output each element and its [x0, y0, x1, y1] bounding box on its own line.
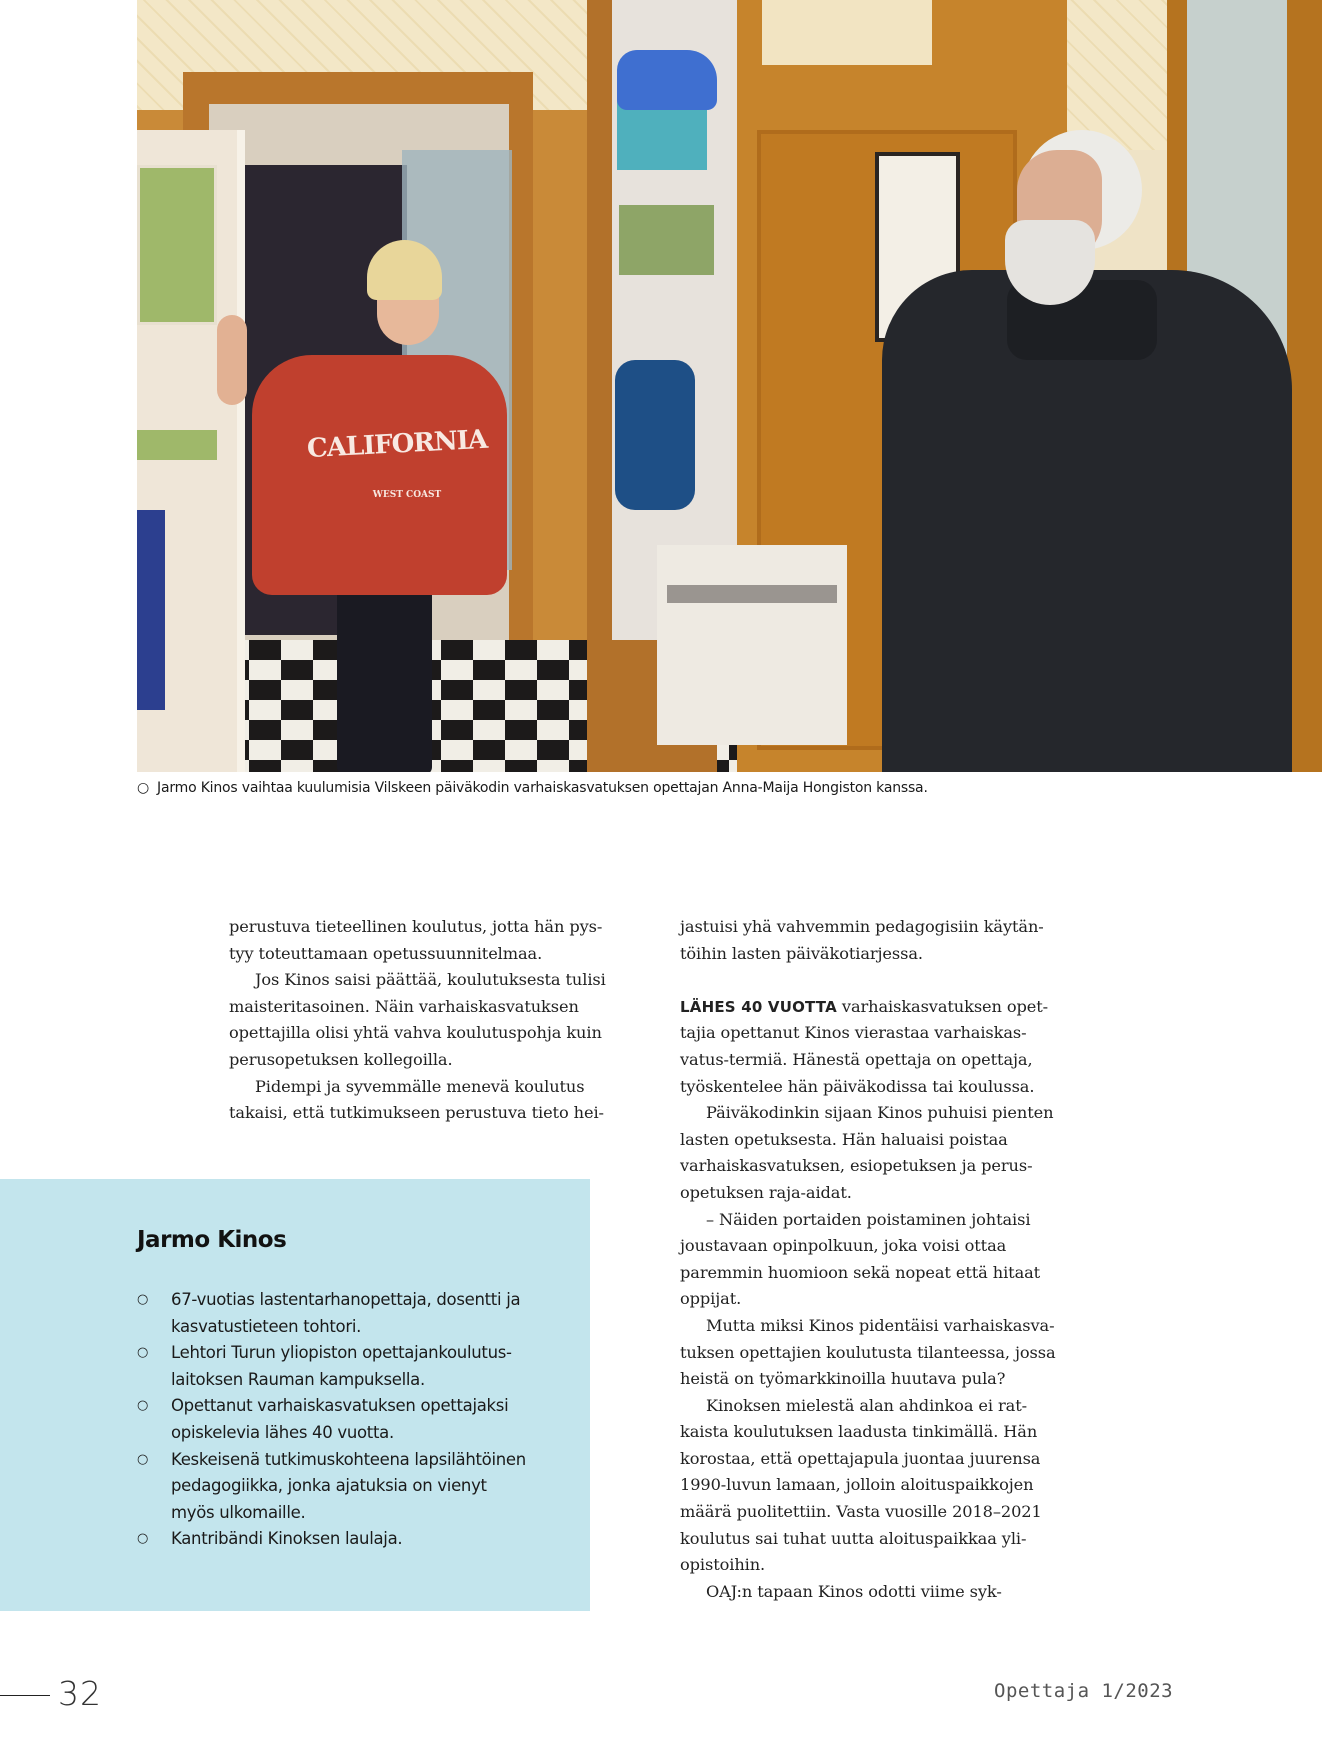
text-line: määrä puolitettiin. Vasta vuosille 2018–2021: [680, 1502, 1042, 1522]
text-line: tyy toteuttamaan opetussuunnitelmaa.: [229, 943, 543, 963]
bullet-icon: ○: [137, 1345, 149, 1361]
fact-list: [137, 1287, 577, 1553]
fact-line: myös ulkomaille.: [171, 1502, 306, 1522]
text-line: koulutus sai tuhat uutta aloituspaikkaa yli-: [680, 1528, 1027, 1548]
page-number: 32: [58, 1674, 102, 1713]
fact-item: [137, 1447, 577, 1527]
text-line: opistoihin.: [680, 1555, 766, 1575]
text-line: Pidempi ja syvemmälle menevä koulutus: [255, 1076, 585, 1096]
text-line: vatus-termiä. Hänestä opettaja on opettaja,: [680, 1049, 1033, 1069]
shirt-subtext: WEST COAST: [372, 490, 442, 500]
text-line: työskentelee hän päiväkodissa tai koulussa.: [680, 1076, 1035, 1096]
shoe-rack: [657, 545, 847, 745]
woman-legs: [337, 585, 432, 772]
text-line: tuksen opettajien koulutusta tilanteessa, jossa: [680, 1342, 1056, 1362]
door-window: [762, 0, 932, 65]
fact-box: [0, 1179, 590, 1611]
child-coat: [615, 360, 695, 510]
fact-item: [137, 1393, 577, 1446]
caption-text: Jarmo Kinos vaihtaa kuulumisia Vilskeen päiväkodin varhaiskasvatuksen opettajan Anna-Maija Hongiston kanssa.: [157, 780, 928, 796]
woman-sweatshirt: [252, 355, 507, 595]
text-line: jastuisi yhä vahvemmin pedagogisiin käytän-: [680, 917, 1044, 936]
text-line: opetuksen raja-aidat.: [680, 1182, 852, 1202]
magazine-issue: Opettaja 1/2023: [994, 1680, 1174, 1702]
article-photo: [137, 0, 1322, 772]
text-line: Päiväkodinkin sijaan Kinos puhuisi pienten: [706, 1103, 1054, 1123]
fact-line: Keskeisenä tutkimuskohteena lapsilähtöinen: [171, 1449, 526, 1469]
fact-line: Lehtori Turun yliopiston opettajankoulutus-: [171, 1343, 512, 1363]
fact-item: [137, 1526, 577, 1553]
lead-paragraph-line: [680, 994, 1100, 1021]
bullet-icon: ○: [137, 1292, 149, 1307]
green-strip: [137, 430, 217, 460]
text-line: paremmin huomioon sekä nopeat että hitaat: [680, 1262, 1041, 1282]
text-line: maisteritasoinen. Näin varhaiskasvatuksen: [229, 996, 579, 1016]
text-line: takaisi, että tutkimukseen perustuva tieto hei-: [229, 1103, 604, 1123]
photo-caption: [137, 780, 1237, 796]
text-line: 1990-luvun lamaan, jolloin aloituspaikkojen: [680, 1475, 1034, 1495]
article-column-right: [680, 914, 1100, 1605]
text-line: – Näiden portaiden poistaminen johtaisi: [706, 1209, 1031, 1229]
bullet-icon: ○: [137, 1398, 149, 1414]
text-line: OAJ:n tapaan Kinos odotti viime syk-: [706, 1581, 1002, 1601]
lead-in: LÄHES 40 VUOTTA: [680, 997, 837, 1016]
folio-rule: [0, 1695, 50, 1696]
caption-bullet-icon: ○: [137, 780, 150, 796]
text-line: lasten opetuksesta. Hän haluaisi poistaa: [680, 1129, 1008, 1149]
fact-line: pedagogiikka, jonka ajatuksia on vienyt: [171, 1476, 487, 1496]
text-line: töihin lasten päiväkotiarjessa.: [680, 943, 923, 963]
fact-line: kasvatustieteen tohtori.: [171, 1316, 362, 1336]
text-line: oppijat.: [680, 1289, 742, 1309]
fact-box-title: Jarmo Kinos: [137, 1227, 287, 1253]
text-line: perustuva tieteellinen koulutus, jotta hän pys-: [229, 917, 603, 936]
text-line: varhaiskasvatuksen, esiopetuksen ja perus-: [680, 1156, 1033, 1176]
hanging-jacket: [137, 510, 165, 710]
text-line: korostaa, että opettajapula juontaa juurensa: [680, 1448, 1041, 1468]
text-line: Mutta miksi Kinos pidentäisi varhaiskasva-: [706, 1315, 1055, 1335]
fact-line: opiskelevia lähes 40 vuotta.: [171, 1422, 394, 1442]
fact-line: Opettanut varhaiskasvatuksen opettajaksi: [171, 1396, 509, 1416]
woman-arm: [217, 315, 247, 405]
text-line: perusopetuksen kollegoilla.: [229, 1049, 453, 1069]
blue-cloth: [617, 50, 717, 110]
fact-item: [137, 1287, 577, 1340]
fact-line: laitoksen Rauman kampuksella.: [171, 1369, 425, 1389]
bullet-icon: ○: [137, 1531, 149, 1547]
fact-line: 67-vuotias lastentarhanopettaja, dosentti ja: [171, 1290, 521, 1309]
lead-rest: varhaiskasvatuksen opet-: [836, 996, 1049, 1016]
text-line: heistä on työmarkkinoilla huutava pula?: [680, 1369, 1006, 1389]
article-column-left: [229, 914, 649, 1127]
text-line: opettajilla olisi yhtä vahva koulutuspohja kuin: [229, 1023, 602, 1043]
fact-item: [137, 1340, 577, 1393]
text-line: Kinoksen mielestä alan ahdinkoa ei rat-: [706, 1395, 1027, 1415]
text-line: tajia opettanut Kinos vierastaa varhaiskas-: [680, 1023, 1027, 1043]
bullet-icon: ○: [137, 1451, 149, 1467]
shirt-text: CALIFORNIA: [306, 424, 488, 465]
green-cubby: [619, 205, 714, 275]
text-line: kaista koulutuksen laadusta tinkimällä. Hän: [680, 1422, 1038, 1442]
green-board: [137, 165, 217, 325]
text-line: Jos Kinos saisi päättää, koulutuksesta tulisi: [255, 970, 606, 990]
rack-bar: [667, 585, 837, 603]
paragraph-gap: [680, 967, 1100, 994]
text-line: joustavaan opinpolkuun, joka voisi ottaa: [680, 1236, 1007, 1256]
fact-line: Kantribändi Kinoksen laulaja.: [171, 1529, 403, 1549]
